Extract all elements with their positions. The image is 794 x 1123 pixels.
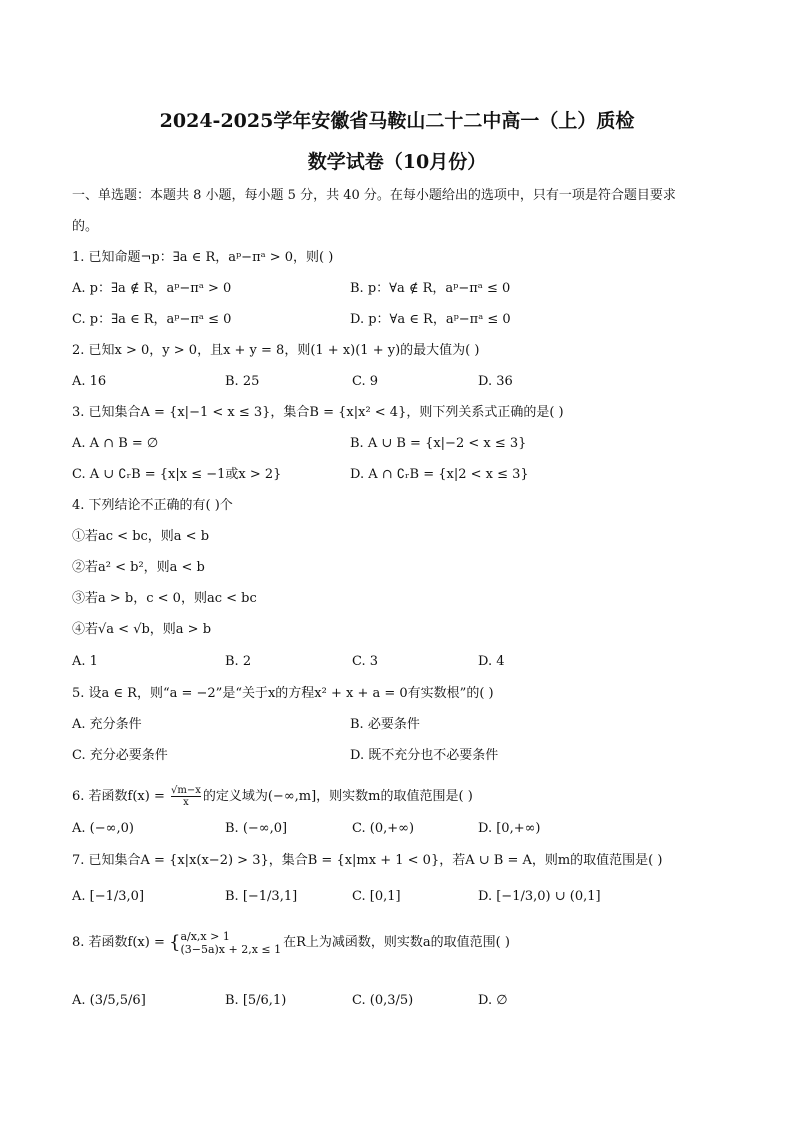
exam-subtitle: 数学试卷（10月份）: [307, 151, 487, 173]
question-4-item-2: ②若a² < b²，则a < b: [72, 560, 205, 575]
question-1-option-d: D. p：∀a ∈ R，aᵖ−πᵃ ≤ 0: [350, 312, 511, 327]
question-4-option-a: A. 1: [72, 654, 98, 669]
question-2-option-d: D. 36: [478, 374, 513, 389]
question-6-stem-post: 的定义域为(−∞,m]，则实数m的取值范围是( ): [202, 789, 473, 804]
question-7-option-d: D. [−1/3,0) ∪ (0,1]: [478, 889, 601, 904]
question-8-stem-pre: 8. 若函数f(x) =: [72, 935, 169, 950]
question-1-option-a: A. p：∃a ∉ R，aᵖ−πᵃ > 0: [72, 281, 232, 296]
question-5-option-b: B. 必要条件: [350, 717, 420, 732]
question-5-option-d: D. 既不充分也不必要条件: [350, 748, 499, 763]
question-4-item-3: ③若a > b，c < 0，则ac < bc: [72, 591, 257, 606]
question-8-option-d: D. ∅: [478, 993, 508, 1008]
question-3-option-a: A. A ∩ B = ∅: [72, 436, 159, 451]
question-4-option-c: C. 3: [352, 654, 379, 669]
question-6-fraction-denominator: x: [183, 797, 189, 808]
question-1-option-c: C. p：∃a ∈ R，aᵖ−πᵃ ≤ 0: [72, 312, 232, 327]
question-6-option-b: B. (−∞,0]: [225, 821, 288, 836]
question-4-option-b: B. 2: [225, 654, 252, 669]
question-4-item-4: ④若√a < √b，则a > b: [72, 622, 212, 637]
question-6-stem: [72, 785, 473, 808]
question-7-option-b: B. [−1/3,1]: [225, 889, 298, 904]
question-8-piecewise: [180, 930, 281, 956]
question-6-option-a: A. (−∞,0): [72, 821, 134, 836]
section-instructions-line1: 一、单选题：本题共 8 小题，每小题 5 分，共 40 分。在每小题给出的选项中，只有一项是符合题目要求: [72, 188, 676, 203]
question-3-option-d: D. A ∩ ∁ᵣB = {x|2 < x ≤ 3}: [350, 467, 529, 482]
question-6-fraction-numerator: √m−x: [170, 785, 201, 796]
question-3-stem: 3. 已知集合A = {x|−1 < x ≤ 3}，集合B = {x|x² < 4}，则下列关系式正确的是( ): [72, 405, 564, 420]
question-2-option-a: A. 16: [72, 374, 107, 389]
question-6-stem-pre: 6. 若函数f(x) =: [72, 789, 169, 804]
question-8-option-c: C. (0,3/5): [352, 993, 414, 1008]
question-3-option-b: B. A ∪ B = {x|−2 < x ≤ 3}: [350, 436, 527, 451]
question-7-option-a: A. [−1/3,0]: [72, 889, 145, 904]
question-5-stem: 5. 设a ∈ R，则“a = −2”是“关于x的方程x² + x + a = 0有实数根”的( ): [72, 686, 494, 701]
question-2-option-c: C. 9: [352, 374, 379, 389]
question-7-option-c: C. [0,1]: [352, 889, 401, 904]
question-8-option-a: A. (3/5,5/6]: [72, 993, 146, 1008]
question-3-option-c: C. A ∪ ∁ᵣB = {x|x ≤ −1或x > 2}: [72, 467, 282, 482]
question-4-stem: 4. 下列结论不正确的有( )个: [72, 498, 233, 513]
question-6-option-c: C. (0,+∞): [352, 821, 415, 836]
question-2-option-b: B. 25: [225, 374, 260, 389]
section-instructions-line2: 的。: [72, 219, 99, 234]
question-8-case-2: (3−5a)x + 2,x ≤ 1: [180, 943, 282, 956]
question-5-option-a: A. 充分条件: [72, 717, 142, 732]
question-1-option-b: B. p：∀a ∉ R，aᵖ−πᵃ ≤ 0: [350, 281, 511, 296]
exam-title: 2024-2025学年安徽省马鞍山二十二中高一（上）质检: [159, 110, 635, 132]
question-8-brace: {: [168, 932, 181, 953]
question-4-option-d: D. 4: [478, 654, 505, 669]
question-8-case-1: a/x,x > 1: [180, 930, 230, 943]
question-6-option-d: D. [0,+∞): [478, 821, 541, 836]
question-8-stem-post: 在R上为减函数，则实数a的取值范围( ): [283, 935, 510, 950]
question-1-stem: 1. 已知命题¬p：∃a ∈ R，aᵖ−πᵃ > 0，则( ): [72, 250, 334, 265]
question-5-option-c: C. 充分必要条件: [72, 748, 168, 763]
question-8-option-b: B. [5/6,1): [225, 993, 287, 1008]
question-6-fraction: [171, 785, 201, 808]
question-8-stem: [72, 930, 510, 956]
question-7-stem: 7. 已知集合A = {x|x(x−2) > 3}，集合B = {x|mx + 1 < 0}，若A ∪ B = A，则m的取值范围是( ): [72, 853, 663, 868]
question-4-item-1: ①若ac < bc，则a < b: [72, 529, 210, 544]
question-2-stem: 2. 已知x > 0，y > 0，且x + y = 8，则(1 + x)(1 + y)的最大值为( ): [72, 343, 480, 358]
